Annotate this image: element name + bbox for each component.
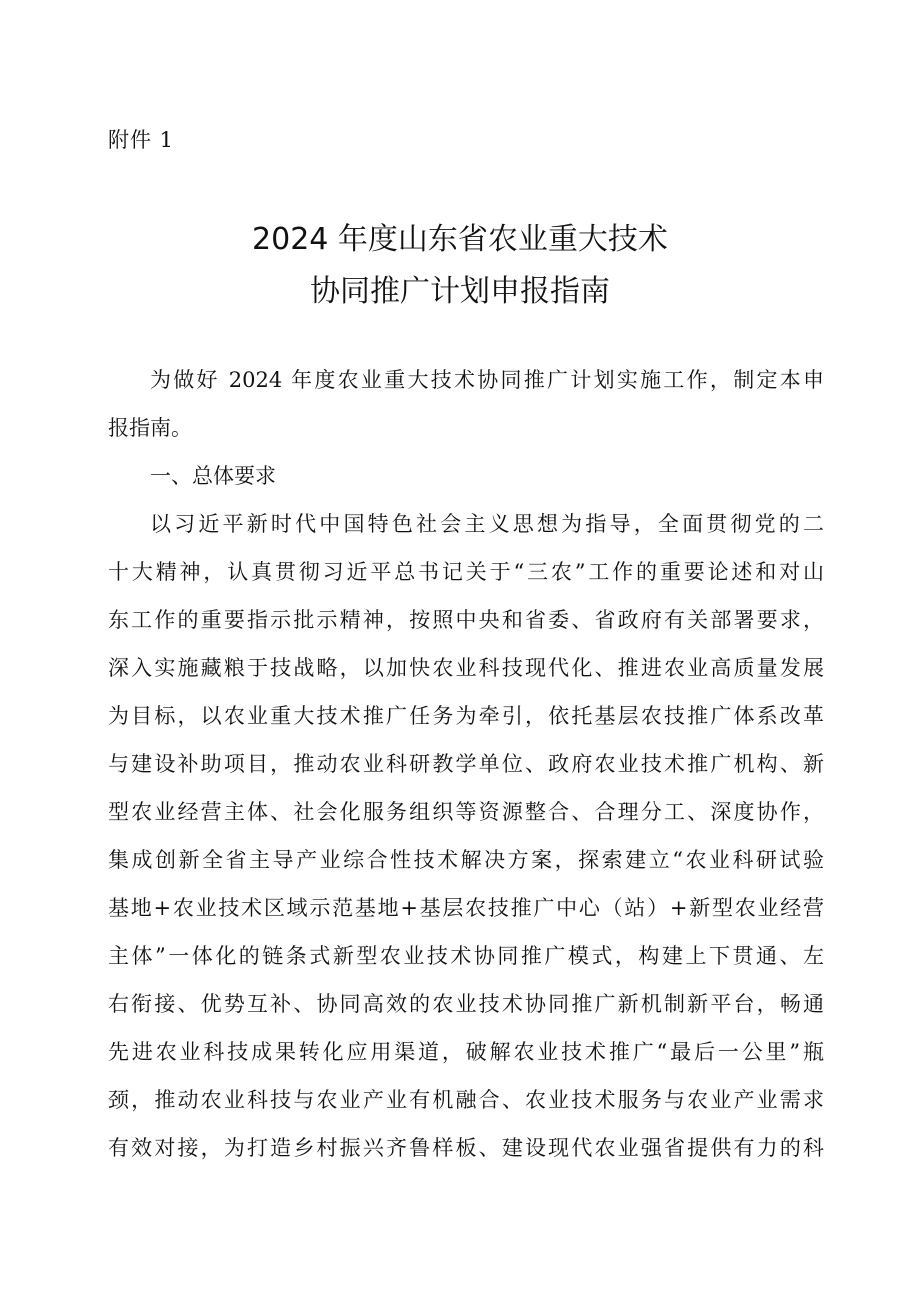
body-line: 为目标，以农业重大技术推广任务为牵引，依托基层农技推广体系改革: [108, 704, 824, 728]
body-line: 以习近平新时代中国特色社会主义思想为指导，全面贯彻党的二: [150, 512, 824, 536]
document-title-line-1: 2024 年度山东省农业重大技术: [252, 222, 668, 257]
attachment-label: 附件 1: [108, 128, 175, 152]
intro-line: 为做好 2024 年度农业重大技术协同推广计划实施工作，制定本申: [150, 368, 824, 392]
body-line: 主体”一体化的链条式新型农业技术协同推广模式，构建上下贯通、左: [108, 944, 824, 968]
section-heading: 一、总体要求: [150, 464, 276, 488]
body-line: 与建设补助项目，推动农业科研教学单位、政府农业技术推广机构、新: [108, 752, 824, 776]
body-line: 型农业经营主体、社会化服务组织等资源整合、合理分工、深度协作，: [108, 800, 824, 824]
body-line: 基地+农业技术区域示范基地+基层农技推广中心（站）+新型农业经营: [108, 896, 824, 920]
body-line: 有效对接，为打造乡村振兴齐鲁样板、建设现代农业强省提供有力的科: [108, 1136, 824, 1160]
body-line: 颈，推动农业科技与农业产业有机融合、农业技术服务与农业产业需求: [108, 1088, 824, 1112]
body-line: 深入实施藏粮于技战略，以加快农业科技现代化、推进农业高质量发展: [108, 656, 824, 680]
intro-line: 报指南。: [108, 416, 192, 440]
body-line: 集成创新全省主导产业综合性技术解决方案，探索建立“农业科研试验: [108, 848, 824, 872]
body-line: 东工作的重要指示批示精神，按照中央和省委、省政府有关部署要求，: [108, 608, 824, 632]
document-title-line-2: 协同推广计划申报指南: [310, 274, 610, 309]
body-line: 十大精神，认真贯彻习近平总书记关于“三农”工作的重要论述和对山: [108, 560, 824, 584]
body-line: 先进农业科技成果转化应用渠道，破解农业技术推广“最后一公里”瓶: [108, 1040, 824, 1064]
body-line: 右衔接、优势互补、协同高效的农业技术协同推广新机制新平台，畅通: [108, 992, 824, 1016]
